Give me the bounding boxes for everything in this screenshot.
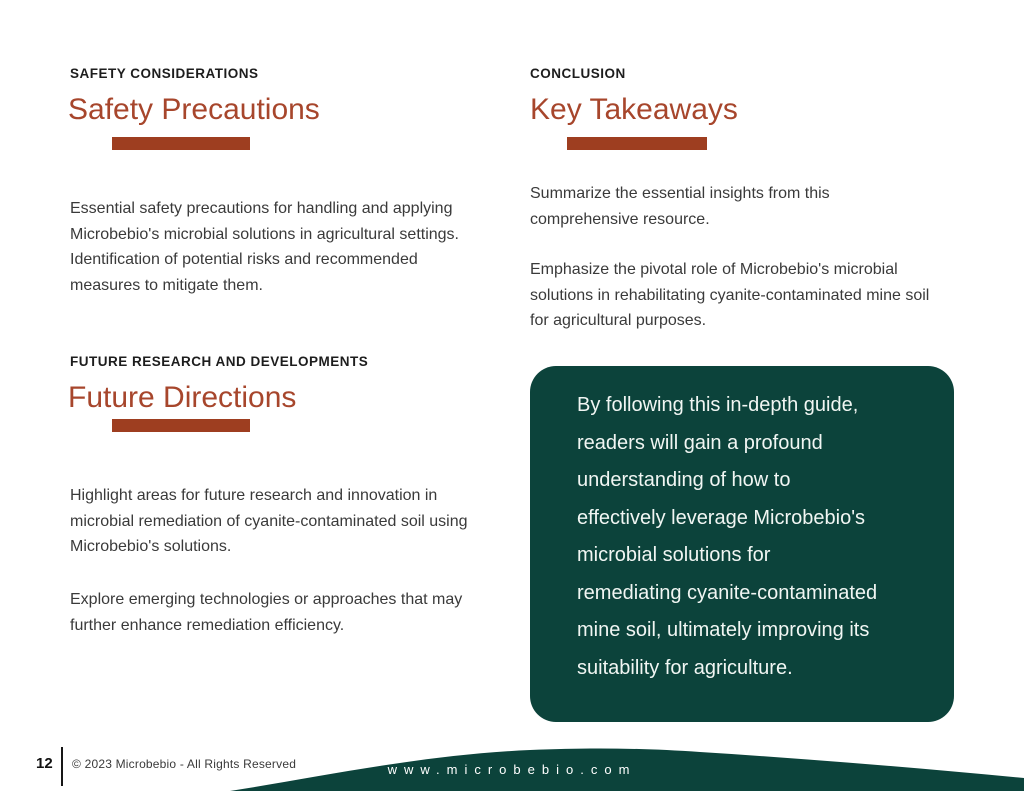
section-eyebrow-safety-considerations: SAFETY CONSIDERATIONS <box>70 66 259 81</box>
section-paragraph: Essential safety precautions for handling and applying Microbebio's microbial solutions in agricultural settings. Identification of potential risks and recommended measures to mitigate them. <box>70 200 459 294</box>
footer-wave-shape <box>0 731 1024 791</box>
section-eyebrow-future-research: FUTURE RESEARCH AND DEVELOPMENTS <box>70 354 369 369</box>
copyright-text: © 2023 Microbebio - All Rights Reserved <box>72 757 297 771</box>
section-paragraph: Highlight areas for future research and innovation in microbial remediation of cyanite-contaminated soil using Microbebio's solutions. <box>70 487 468 555</box>
title-underline-bar <box>112 419 250 432</box>
section-paragraph: Explore emerging technologies or approaches that may further enhance remediation efficiency. <box>70 591 463 634</box>
section-paragraph: Emphasize the pivotal role of Microbebio's microbial solutions in rehabilitating cyanite-contaminated mine soil for agricultural purposes. <box>530 261 930 329</box>
title-underline-bar <box>112 137 250 150</box>
title-underline-bar <box>567 137 707 150</box>
section-title-key-takeaways: Key Takeaways <box>530 93 738 126</box>
website-url: www.microbebio.com <box>387 762 637 777</box>
section-title-safety-precautions: Safety Precautions <box>68 93 320 126</box>
section-paragraph: Summarize the essential insights from this comprehensive resource. <box>530 185 830 228</box>
section-title-future-directions: Future Directions <box>68 381 297 414</box>
callout-text: By following this in-depth guide, readers will gain a profound understanding of how to effectively leverage Microbebio's microbial solutions for remediating cyanite-contaminated mine soil, ultimately improving its suitability for agriculture. <box>577 394 878 679</box>
callout-box <box>530 366 954 722</box>
page-number: 12 <box>36 755 53 772</box>
section-eyebrow-conclusion: CONCLUSION <box>530 66 626 81</box>
